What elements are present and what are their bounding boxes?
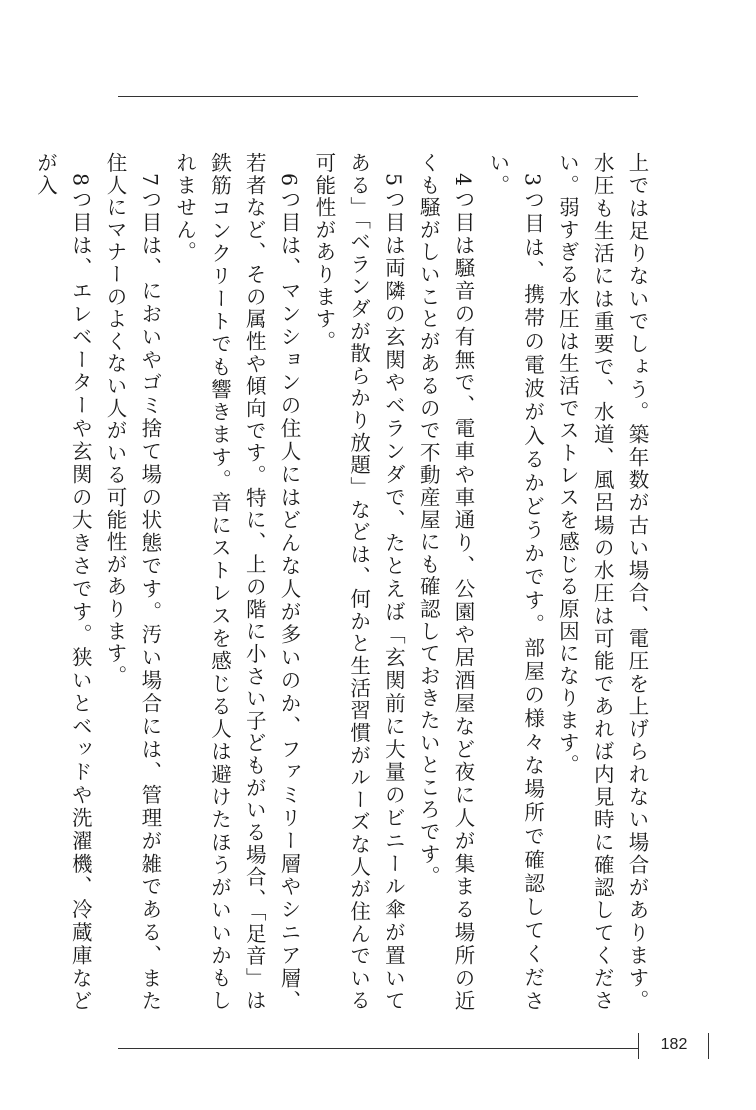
paragraph-1: 上では足りないでしょう。築年数が古い場合、電圧を上げられない場合があります。水圧も生活には重要で、水道、風呂場の水圧は可能であれば内見時に確認してください。弱すぎる水圧は生活でストレスを感じる原因になります。 [555,152,649,1012]
paragraph-5: 6つ目は、マンションの住人にはどんな人が多いのか、ファミリー層やシニア層、若者など、その属性や傾向です。特に、上の階に小さい子どもがいる場合、「足音」は鉄筋コンクリートでも響きます。音にストレスを感じる人は避けたほうがいいかもしれません。 [172,152,302,1012]
header-rule [118,96,638,97]
paragraph-2: 3つ目は、携帯の電波が入るかどうかです。部屋の様々な場所で確認してください。 [485,152,545,1012]
page-number: 182 [660,1036,688,1053]
paragraph-3: 4つ目は騒音の有無で、電車や車通り、公園や居酒屋など夜に人が集まる場所の近くも騒がしいことがあるので不動産屋にも確認しておきたいところです。 [416,152,476,1012]
body-text [28,152,654,1012]
footer-divider-right [708,1033,709,1059]
footer-rule [118,1048,638,1049]
paragraph-7: 8つ目は、エレベーターや玄関の大きさです。狭いとベッドや洗濯機、冷蔵庫などが入 [33,152,93,1012]
paragraph-4: 5つ目は両隣の玄関やベランダで、たとえば「玄関前に大量のビニール傘が置いてある」「ベランダが散らかり放題」などは、何かと生活習慣がルーズな人が住んでいる可能性があります。 [311,152,406,1012]
footer-divider-left [638,1033,639,1059]
paragraph-6: 7つ目は、においやゴミ捨て場の状態です。汚い場合には、管理が雑である、また住人にマナーのよくない人がいる可能性があります。 [103,152,162,1012]
